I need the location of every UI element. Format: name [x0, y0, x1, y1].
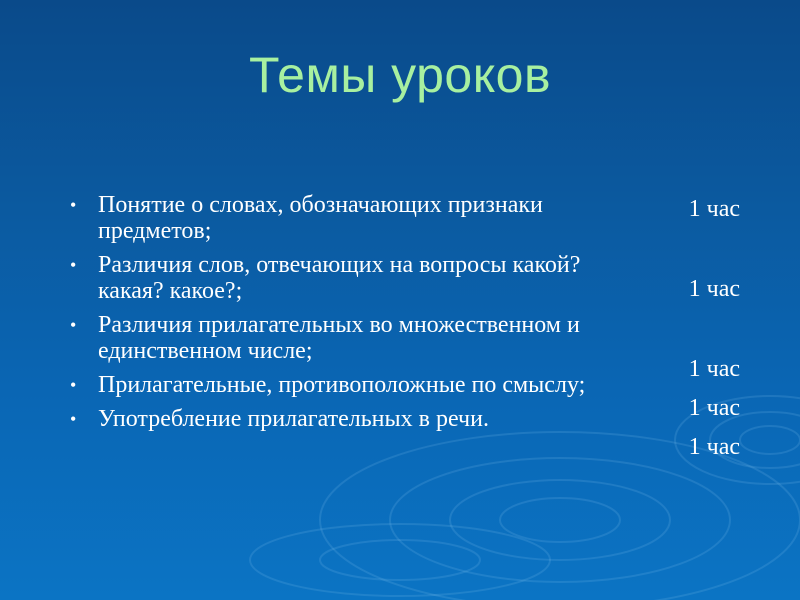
hours-label-1: 1 час [688, 196, 740, 222]
topic-item-4 [70, 372, 640, 398]
bullet-icon: • [70, 195, 77, 215]
hours-label-2: 1 час [688, 276, 740, 302]
topic-text: Различия слов, отвечающих на вопросы какой? какая? какое?; [98, 252, 581, 304]
hours-label-5: 1 час [688, 434, 740, 460]
slide-title: Темы уроков [248, 47, 552, 103]
topic-text: Прилагательные, противоположные по смыслу; [98, 372, 586, 398]
topic-item-5 [70, 406, 640, 432]
topic-text: Различия прилагательных во множественном и единственном числе; [98, 312, 580, 364]
bullet-icon: • [70, 255, 77, 275]
topic-item-2 [70, 252, 640, 304]
topic-text: Употребление прилагательных в речи. [98, 406, 489, 432]
topic-text: Понятие о словах, обозначающих признаки предметов; [98, 192, 543, 244]
hours-label-3: 1 час [688, 356, 740, 382]
bullet-icon: • [70, 409, 77, 429]
topic-item-3 [70, 312, 640, 364]
bullet-icon: • [70, 375, 77, 395]
topics-list [70, 192, 640, 440]
bullet-icon: • [70, 315, 77, 335]
topic-item-1 [70, 192, 640, 244]
hours-label-4: 1 час [688, 395, 740, 421]
